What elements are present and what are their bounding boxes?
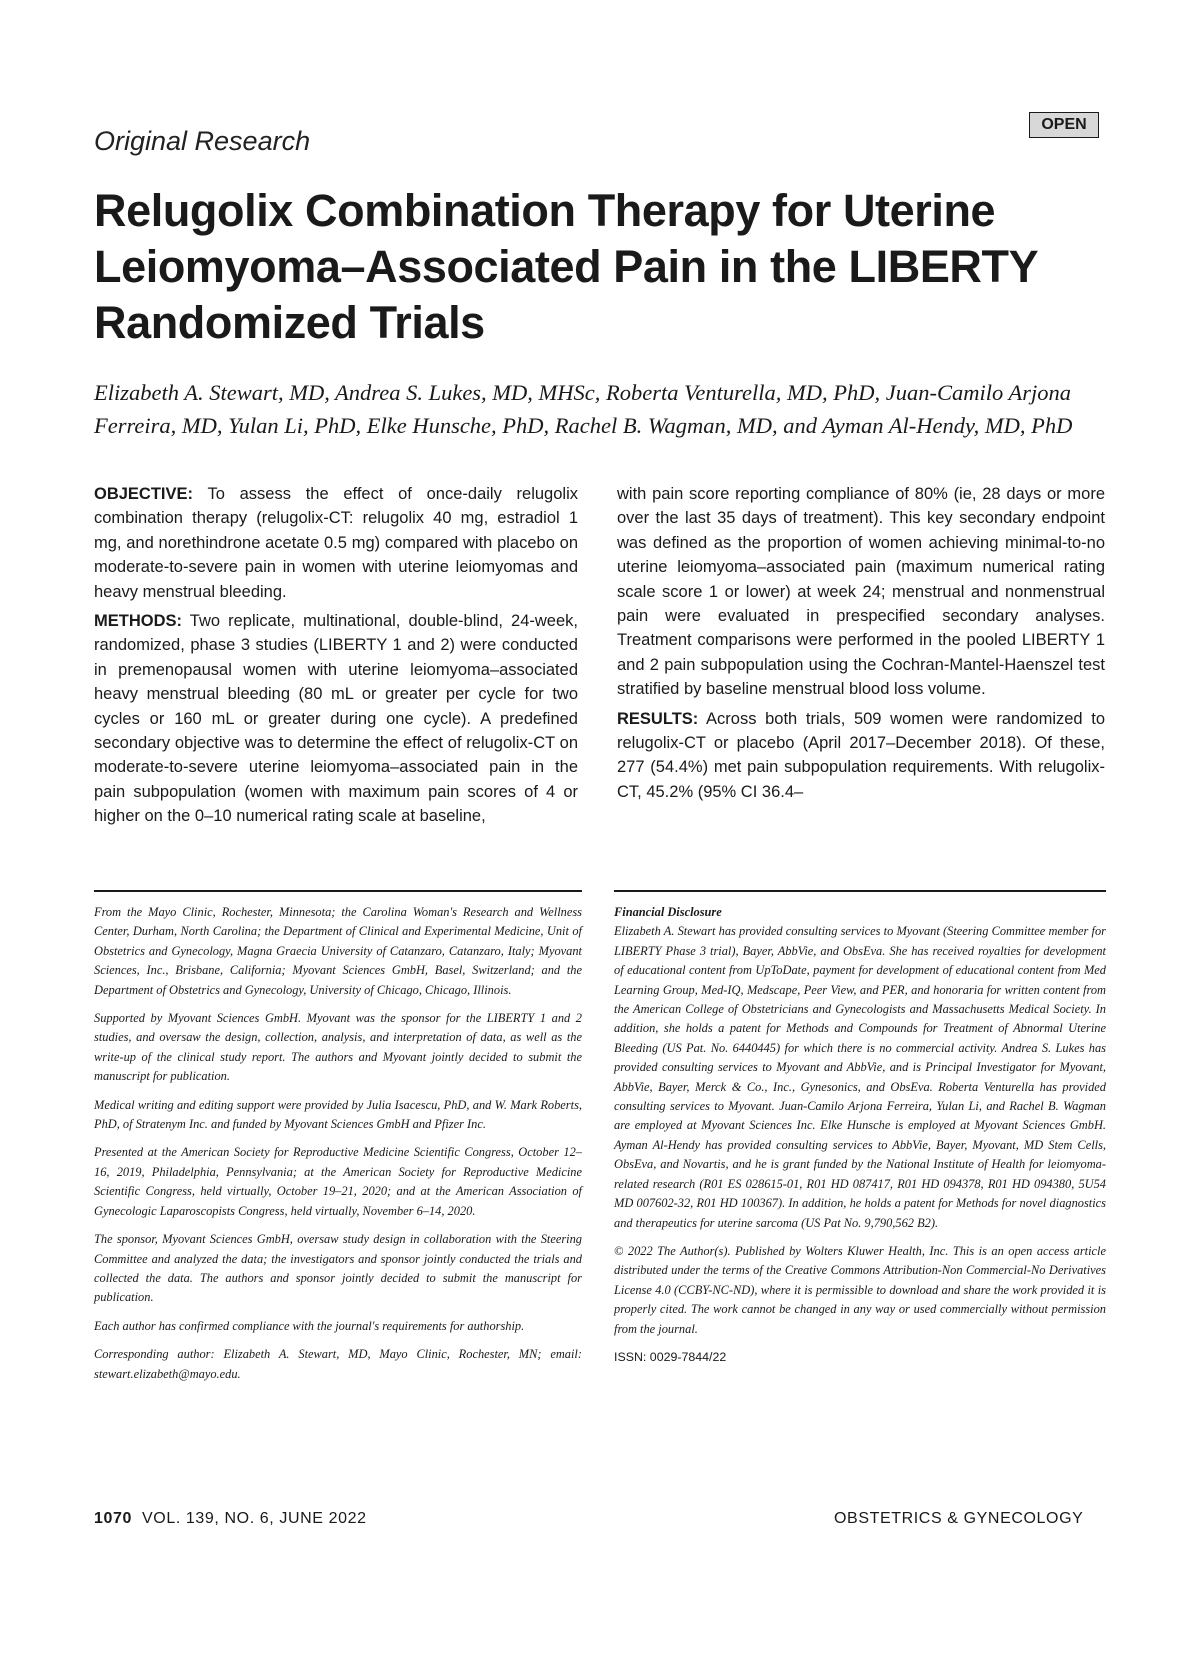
abstract-methods [94,609,578,829]
page-number: 1070 [94,1510,132,1527]
corresponding-author-note: Corresponding author: Elizabeth A. Stewart, MD, Mayo Clinic, Rochester, MN; email: stewart.elizabeth@mayo.edu. [94,1347,582,1381]
volume-info: VOL. 139, NO. 6, JUNE 2022 [142,1510,367,1527]
journal-name: OBSTETRICS & GYNECOLOGY [834,1510,1084,1527]
objective-label: OBJECTIVE: [94,485,194,503]
abstract-objective [94,482,578,604]
presentation-note: Presented at the American Society for Reproductive Medicine Scientific Congress, October 12–16, 2019, Philadelphia, Pennsylvania; at the American Society for Reproductive Medicine Scientific Congress, held virtually, October 19–21, 2020; and at the American Association of Gynecologic Laparoscopists Congress, held virtually, November 6–14, 2020. [94,1145,582,1218]
open-access-badge: OPEN [1029,112,1099,138]
funding-note: Supported by Myovant Sciences GmbH. Myovant was the sponsor for the LIBERTY 1 and 2 studies, and oversaw the design, collection, analysis, and interpretation of data, as well as the write-up of the clinical study report. The authors and Myovant jointly decided to submit the manuscript for publication. [94,1011,582,1084]
copyright-note: © 2022 The Author(s). Published by Wolters Kluwer Health, Inc. This is an open access article distributed under the terms of the Creative Commons Attribution-Non Commercial-No Derivatives License 4.0 (CCBY-NC-ND), where it is permissible to download and share the work provided it is properly cited. The work cannot be changed in any way or used commercially without permission from the journal. [614,1243,1106,1336]
issn: ISSN: 0029-7844/22 [614,1349,727,1364]
methods-continued: with pain score reporting compliance of 80% (ie, 28 days or more over the last 35 days of treatment). This key secondary endpoint was defined as the proportion of women achieving minimal-to-no uterine leiomyoma–associated pain (maximum numerical rating scale score 1 or lower) at week 24; menstrual and nonmenstrual pain were evaluated in prespecified secondary analyses. Treatment comparisons were performed in the pooled LIBERTY 1 and 2 pain subpopulation using the Cochran-Mantel-Haenszel test stratified by baseline menstrual blood loss volume. [617,485,1105,699]
methods-text: Two replicate, multinational, double-blind, 24-week, randomized, phase 3 studies (LIBERTY 1 and 2) were conducted in premenopausal women with uterine leiomyoma–associated heavy menstrual bleeding (80 mL or greater per cycle for two cycles or 160 mL or greater during one cycle). A predefined secondary objective was to determine the effect of relugolix-CT on moderate-to-severe uterine leiomyoma–associated pain in the pain subpopulation (women with maximum pain scores of 4 or higher on the 0–10 numerical rating scale at baseline, [94,612,578,826]
article-title: Relugolix Combination Therapy for Uterine Leiomyoma–Associated Pain in the LIBERTY Randomized Trials [94,185,1038,348]
author-notes [94,903,582,1393]
results-text: Across both trials, 509 women were randomized to relugolix-CT or placebo (April 2017–December 2018). Of these, 277 (54.4%) met pain subpopulation requirements. With relugolix-CT, 45.2% (95% CI 36.4– [617,709,1105,801]
objective-text: To assess the effect of once-daily relugolix combination therapy (relugolix-CT: relugolix 40 mg, estradiol 1 mg, and norethindrone acetate 0.5 mg) compared with placebo on moderate-to-severe pain in women with uterine leiomyomas and heavy menstrual bleeding. [94,485,578,601]
footnote-divider-left [94,890,582,892]
section-label: Original Research [94,126,311,156]
financial-disclosure-heading: Financial Disclosure [614,905,722,919]
abstract-column-left [94,482,578,834]
author-list: Elizabeth A. Stewart, MD, Andrea S. Lukes, MD, MHSc, Roberta Venturella, MD, PhD, Juan-Camilo Arjona Ferreira, MD, Yulan Li, PhD, Elke Hunsche, PhD, Rachel B. Wagman, MD, and Ayman Al-Hendy, MD, PhD [94,380,1073,438]
methods-label: METHODS: [94,612,182,631]
page-footer-left [94,1510,367,1528]
financial-disclosure-text: Elizabeth A. Stewart has provided consulting services to Myovant (Steering Committee member for LIBERTY Phase 3 trial), Bayer, AbbVie, and ObsEva. She has received royalties for development of educational content from UpToDate, payment for development of educational content from Med Learning Group, Med-IQ, Medscape, Peer View, and PER, and honoraria for written content from the American College of Obstetricians and Gynecologists and Massachusetts Medical Society. In addition, she holds a patent for Methods and Compounds for Treatment of Abnormal Uterine Bleeding (US Pat. No. 6440445) for which there is no commercial activity. Andrea S. Lukes has provided consulting services to Myovant and AbbVie, and is Principal Investigator for Myovant, AbbVie, Bayer, Merck & Co., Inc., Gynesonics, and ObsEva. Roberta Venturella has provided consulting services to Myovant. Juan-Camilo Arjona Ferreira, Yulan Li, and Rachel B. Wagman are employed at Myovant Sciences Inc. Elke Hunsche is employed at Myovant Sciences GmbH. Ayman Al-Hendy has provided consulting services to AbbVie, Bayer, Myovant, MD Stem Cells, ObsEva, and Novartis, and he is grant funded by the National Institute of Health for leiomyoma-related research (R01 ES 028615-01, R01 HD 087417, R01 HD 094378, R01 HD 094380, 5U54 MD 007602-32, R01 HD 100367). In addition, he holds a patent for Methods for novel diagnostics and therapeutics for uterine sarcoma (US Pat No. 9,790,562 B2). [614,924,1106,1230]
sponsor-role-note: The sponsor, Myovant Sciences GmbH, oversaw study design in collaboration with the Steering Committee and analyzed the data; the investigators and sponsor jointly conducted the trials and collected the data. The authors and sponsor jointly decided to submit the manuscript for publication. [94,1232,582,1305]
affiliations-note: From the Mayo Clinic, Rochester, Minnesota; the Carolina Woman's Research and Wellness Center, Durham, North Carolina; the Department of Clinical and Experimental Medicine, Unit of Obstetrics and Gynecology, Magna Graecia University of Catanzaro, Catanzaro, Italy; Myovant Sciences, Inc., Brisbane, California; Myovant Sciences GmbH, Basel, Switzerland; and the Department of Obstetrics and Gynecology, University of Chicago, Chicago, Illinois. [94,905,582,997]
abstract-results [617,707,1105,805]
writing-support-note: Medical writing and editing support were provided by Julia Isacescu, PhD, and W. Mark Roberts, PhD, of Stratenym Inc. and funded by Myovant Sciences GmbH and Pfizer Inc. [94,1097,582,1132]
authorship-note: Each author has confirmed compliance with the journal's requirements for authorship. [94,1318,525,1333]
abstract-column-right [617,482,1105,809]
footnote-divider-right [614,890,1106,892]
disclosure-notes [614,903,1106,1376]
results-label: RESULTS: [617,709,699,728]
